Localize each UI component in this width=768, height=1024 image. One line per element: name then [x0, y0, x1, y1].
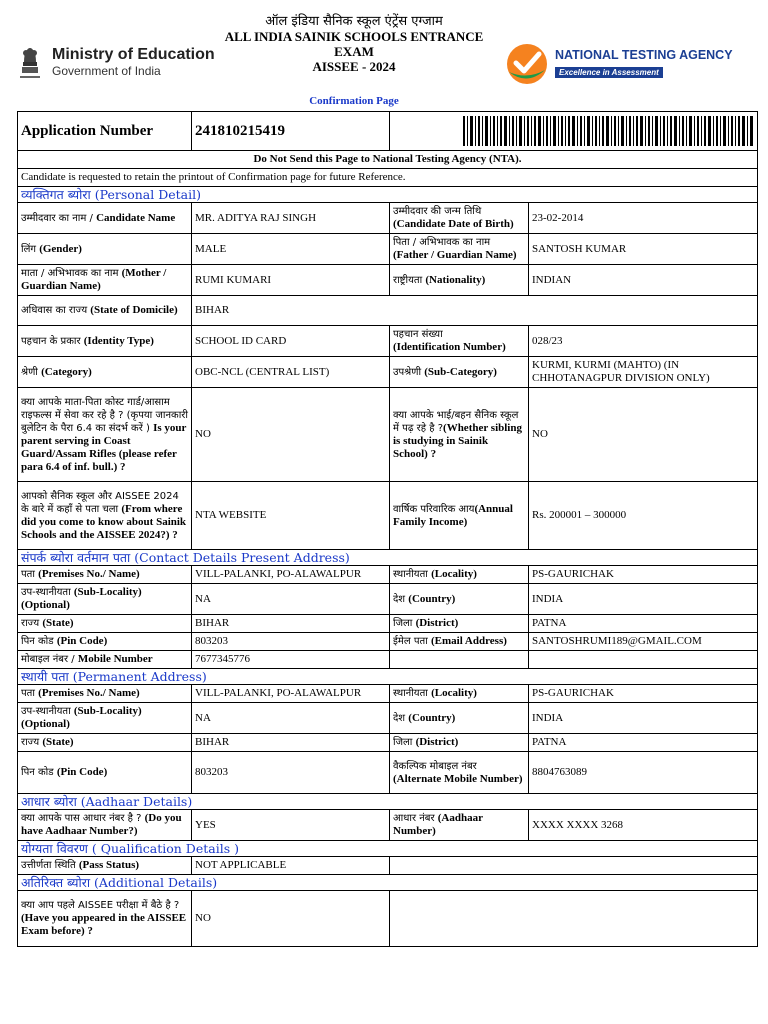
nationality-label: राष्ट्रीयता (Nationality): [390, 265, 529, 296]
present-country-value: INDIA: [529, 584, 758, 615]
permanent-district-value: PATNA: [529, 734, 758, 752]
dob-label: उम्मीदवार की जन्म तिथि (Candidate Date of Birth): [390, 203, 529, 234]
parent-service-label: क्या आपके माता-पिता कोस्ट गार्ड/आसाम राइफल्स में सेवा कर रहे है ? (कृपया जानकारी बुलेटिन के पैरा 6.4 का संदर्भ करें ) Is your parent serving in Coast Guard/Assam Rifles (please refer para 6.4 of inf. bull.) ?: [18, 388, 192, 482]
notice-text: Do Not Send this Page to National Testing Agency (NTA).: [18, 151, 758, 169]
income-value: Rs. 200001 – 300000: [529, 482, 758, 550]
sibling-value: NO: [529, 388, 758, 482]
exam-title-line1: ALL INDIA SAINIK SCHOOLS ENTRANCE: [224, 29, 484, 44]
appeared-before-label: क्या आप पहले AISSEE परीक्षा में बैठे है ?(Have you appeared in the AISSEE Exam before) ?: [18, 891, 192, 947]
retain-note: Candidate is requested to retain the printout of Confirmation page for future Reference.: [18, 169, 758, 187]
present-state-label: राज्य (State): [18, 615, 192, 633]
category-value: OBC-NCL (CENTRAL LIST): [192, 357, 390, 388]
permanent-locality-label: स्थानीयता (Locality): [390, 685, 529, 703]
aadhaar-number-value: XXXX XXXX 3268: [529, 810, 758, 841]
identity-type-value: SCHOOL ID CARD: [192, 326, 390, 357]
application-number-label: Application Number: [18, 112, 192, 151]
alternate-mobile-label: वैकल्पिक मोबाइल नंबर (Alternate Mobile Number): [390, 752, 529, 794]
has-aadhaar-value: YES: [192, 810, 390, 841]
sub-category-value: KURMI, KURMI (MAHTO) (IN CHHOTANAGPUR DIVISION ONLY): [529, 357, 758, 388]
father-value: SANTOSH KUMAR: [529, 234, 758, 265]
empty-cell: [390, 857, 758, 875]
page-header: [0, 0, 768, 110]
permanent-district-label: जिला (District): [390, 734, 529, 752]
permanent-locality-value: PS-GAURICHAK: [529, 685, 758, 703]
ministry-logo: [14, 42, 215, 82]
empty-cell: [390, 651, 529, 669]
alternate-mobile-value: 8804763089: [529, 752, 758, 794]
application-number-value: 241810215419: [192, 112, 390, 151]
permanent-premises-value: VILL-PALANKI, PO-ALAWALPUR: [192, 685, 390, 703]
mother-value: RUMI KUMARI: [192, 265, 390, 296]
government-name: Government of India: [52, 64, 161, 78]
domicile-value: BIHAR: [192, 296, 758, 326]
present-state-value: BIHAR: [192, 615, 390, 633]
permanent-state-value: BIHAR: [192, 734, 390, 752]
nta-check-icon: [505, 42, 549, 86]
present-district-value: PATNA: [529, 615, 758, 633]
pass-status-label: उत्तीर्णता स्थिति (Pass Status): [18, 857, 192, 875]
sub-category-label: उपश्रेणी (Sub-Category): [390, 357, 529, 388]
mobile-value: 7677345776: [192, 651, 390, 669]
aadhaar-number-label: आधार नंबर (Aadhaar Number): [390, 810, 529, 841]
section-personal: व्यक्तिगत ब्योरा (Personal Detail): [18, 187, 758, 203]
source-value: NTA WEBSITE: [192, 482, 390, 550]
father-label: पिता / अभिभावक का नाम (Father / Guardian Name): [390, 234, 529, 265]
category-label: श्रेणी (Category): [18, 357, 192, 388]
notice-row: [18, 151, 758, 169]
email-label: ईमेल पता (Email Address): [390, 633, 529, 651]
appeared-before-value: NO: [192, 891, 390, 947]
source-label: आपको सैनिक स्कूल और AISSEE 2024 के बारे में कहाँ से पता चला (From where did you come to know about Sainik Schools and the AISSEE 2024?) ?: [18, 482, 192, 550]
income-label: वार्षिक परिवारिक आय(Annual Family Income): [390, 482, 529, 550]
nationality-value: INDIAN: [529, 265, 758, 296]
permanent-premises-label: पता (Premises No./ Name): [18, 685, 192, 703]
present-pin-label: पिन कोड (Pin Code): [18, 633, 192, 651]
candidate-name-value: MR. ADITYA RAJ SINGH: [192, 203, 390, 234]
permanent-pin-value: 803203: [192, 752, 390, 794]
permanent-sublocality-label: उप-स्थानीयता (Sub-Locality)(Optional): [18, 703, 192, 734]
exam-title-line2: EXAM: [334, 44, 374, 59]
national-emblem-icon: [14, 42, 46, 82]
present-district-label: जिला (District): [390, 615, 529, 633]
empty-cell: [390, 891, 758, 947]
present-country-label: देश (Country): [390, 584, 529, 615]
section-additional: अतिरिक्त ब्योरा (Additional Details): [18, 875, 758, 891]
present-locality-label: स्थानीयता (Locality): [390, 566, 529, 584]
identification-number-value: 028/23: [529, 326, 758, 357]
present-sublocality-value: NA: [192, 584, 390, 615]
parent-service-value: NO: [192, 388, 390, 482]
identification-number-label: पहचान संख्या (Identification Number): [390, 326, 529, 357]
exam-title-line3: AISSEE - 2024: [312, 59, 396, 74]
identity-type-label: पहचान के प्रकार (Identity Type): [18, 326, 192, 357]
exam-title: [210, 14, 498, 74]
nta-tagline: Excellence in Assessment: [555, 67, 663, 78]
barcode-cell: [390, 112, 758, 151]
sibling-label: क्या आपके भाई/बहन सैनिक स्कूल में पढ़ रहे है ?(Whether sibling is studying in Sainik School) ?: [390, 388, 529, 482]
present-sublocality-label: उप-स्थानीयता (Sub-Locality)(Optional): [18, 584, 192, 615]
present-locality-value: PS-GAURICHAK: [529, 566, 758, 584]
exam-title-hindi: ऑल इंडिया सैनिक स्कूल एंट्रेंस एग्जाम: [265, 14, 443, 29]
pass-status-value: NOT APPLICABLE: [192, 857, 390, 875]
application-number-row: [18, 112, 758, 151]
permanent-country-value: INDIA: [529, 703, 758, 734]
present-premises-value: VILL-PALANKI, PO-ALAWALPUR: [192, 566, 390, 584]
barcode-icon: [463, 116, 753, 146]
nta-name: NATIONAL TESTING AGENCY: [555, 48, 733, 62]
mother-label: माता / अभिभावक का नाम (Mother / Guardian Name): [18, 265, 192, 296]
mobile-label: मोबाइल नंबर / Mobile Number: [18, 651, 192, 669]
gender-value: MALE: [192, 234, 390, 265]
permanent-country-label: देश (Country): [390, 703, 529, 734]
dob-value: 23-02-2014: [529, 203, 758, 234]
present-pin-value: 803203: [192, 633, 390, 651]
email-value: SANTOSHRUMI189@GMAIL.COM: [529, 633, 758, 651]
page-subtitle: Confirmation Page: [309, 95, 399, 107]
domicile-label: अधिवास का राज्य (State of Domicile): [18, 296, 192, 326]
permanent-state-label: राज्य (State): [18, 734, 192, 752]
nta-logo: [505, 42, 733, 86]
empty-cell: [529, 651, 758, 669]
section-qualification: योग्यता विवरण ( Qualification Details ): [18, 841, 758, 857]
permanent-pin-label: पिन कोड (Pin Code): [18, 752, 192, 794]
gender-label: लिंग (Gender): [18, 234, 192, 265]
confirmation-table: [17, 111, 758, 947]
section-permanent-address: स्थायी पता (Permanent Address): [18, 669, 758, 685]
section-aadhaar: आधार ब्योरा (Aadhaar Details): [18, 794, 758, 810]
candidate-name-label: उम्मीदवार का नाम / Candidate Name: [18, 203, 192, 234]
permanent-sublocality-value: NA: [192, 703, 390, 734]
has-aadhaar-label: क्या आपके पास आधार नंबर है ? (Do you have Aadhaar Number?): [18, 810, 192, 841]
retain-row: [18, 169, 758, 187]
ministry-name: Ministry of Education: [52, 46, 215, 63]
section-present-address: संपर्क ब्योरा वर्तमान पता (Contact Details Present Address): [18, 550, 758, 566]
present-premises-label: पता (Premises No./ Name): [18, 566, 192, 584]
